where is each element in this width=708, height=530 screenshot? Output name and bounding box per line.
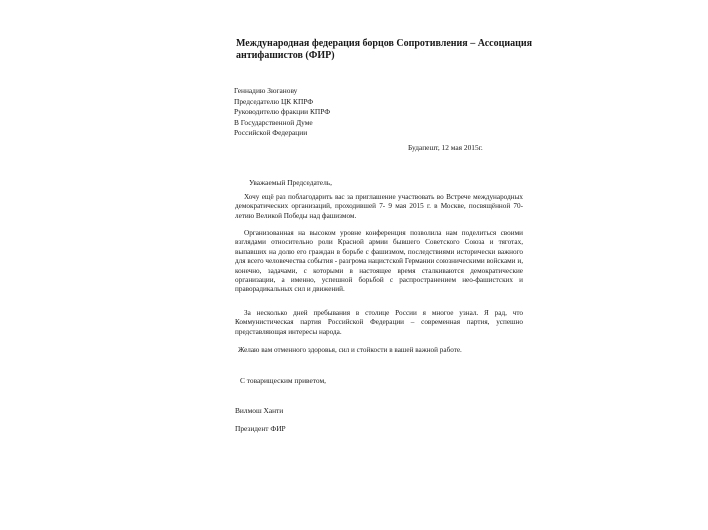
closing: С товарищеским приветом,	[240, 376, 326, 385]
recipient-line: Геннадию Зюганову	[234, 86, 298, 95]
signer-name: Вилмош Ханти	[235, 406, 284, 415]
recipient-line: Руководителю фракции КПРФ	[234, 107, 331, 117]
body-paragraph: Желаю вам отменного здоровья, сил и стойкости в вашей важной работе.	[238, 346, 462, 354]
body-paragraph: Организованная на высоком уровне конференция позволила нам поделиться своими взглядами относительно роли Красной армии бывшего Советского Союза и тяготах, выпавших на долю его граждан в борьбе с фашизмом, последствиями исторически важного для всего человечества события - разгрома нацистской Германии союзническими войсками и, конечно, задачами, с которыми в настоящее время сталкиваются демократические организации, а именно, успешной борьбой с распространением нео-фашистских и праворадикальных сил и движений.	[235, 229, 523, 294]
salutation: Уважаемый Председатель,	[249, 178, 332, 187]
recipient-block	[234, 86, 434, 139]
letter-date: Будапешт, 12 мая 2015г.	[408, 143, 483, 152]
letter-header: Международная федерация борцов Сопротивления – Ассоциация антифашистов (ФИР)	[236, 38, 533, 61]
body-paragraph: Хочу ещё раз поблагодарить вас за приглашение участвовать во Встрече международных демократических организаций, проходившей 7- 9 мая 2015 г. в Москве, посвящённой 70-летию Великой Победы над фашизмом.	[235, 193, 523, 220]
recipient-line: Российской Федерации	[234, 128, 308, 138]
recipient-line: В Государственной Думе	[234, 117, 313, 127]
recipient-line: Председателю ЦК КПРФ	[234, 96, 314, 106]
body-paragraph: За несколько дней пребывания в столице России я многое узнал. Я рад, что Коммунистическая партия Российской Федерации – современная партия, успешно представляющая интересы народа.	[235, 309, 523, 336]
signer-title: Президент ФИР	[235, 424, 286, 433]
